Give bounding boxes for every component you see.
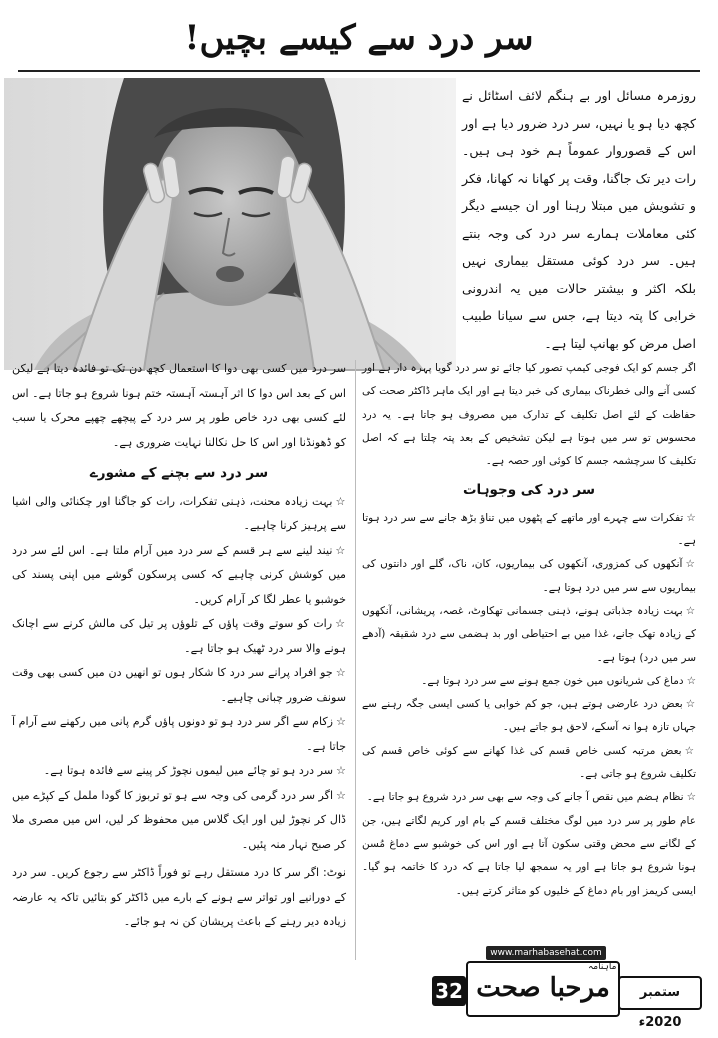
list-item bbox=[362, 740, 696, 787]
star-icon: ☆ bbox=[335, 543, 346, 557]
tip-text: بہت زیادہ محنت، ذہنی تفکرات، رات کو جاگنا اور چکنائی والی اشیا سے پرہیز کرنا چاہیے۔ bbox=[12, 494, 346, 532]
intro-paragraph-2: اگر جسم کو ایک فوجی کیمپ تصور کیا جائے تو سر درد گویا پہرہ دار ہے اور کسی آنے والی خطرناک بیماری کی خبر دیتا ہے اور ایک ماہر ڈاکٹر صحت کی حفاظت کے لئے اصل تکلیف کے تدارک میں مصروف ہو جاتا ہے۔ یہ درد محسوس تو سر میں ہوتا ہے لیکن تشخیص کے بعد پتہ چلتا ہے کہ اصل تکلیف کا سرچشمہ جسم کا کوئی اور حصہ ہے۔ bbox=[362, 362, 696, 468]
star-icon: ☆ bbox=[686, 511, 696, 524]
title-divider bbox=[18, 70, 700, 72]
column-divider bbox=[355, 360, 356, 960]
left-paragraph-1: سر درد میں کسی بھی دوا کا استعمال کچھ دن تک تو فائدہ دیتا ہے لیکن اس کے بعد اس دوا کا اثر آہستہ آہستہ ختم ہونا شروع ہو جاتا ہے۔ اس لئے کسی بھی درد خاص طور پر سر درد کے پیچھے چھپے محرک یا سبب کو ڈھونڈنا اور اس کا حل نکالنا نہایت ضروری ہے۔ bbox=[12, 362, 346, 449]
doctor-note: نوٹ: اگر سر کا درد مستقل رہے تو فوراً ڈاکٹر سے رجوع کریں۔ سر درد کے دورانیے اور تواتر سے ہونے کے بارے میں ڈاکٹر کو بتائیں تاکہ یہ عارضہ زیادہ دیر رہنے کے باعث پریشان کن نہ ہو جائے۔ bbox=[12, 866, 346, 928]
website-url: www.marhabasehat.com bbox=[486, 946, 606, 960]
cause-text: دماغ کی شریانوں میں خون جمع ہونے سے سر درد ہوتا ہے۔ bbox=[421, 674, 684, 687]
tip-text: زکام سے اگر سر درد ہو تو دونوں پاؤں گرم پانی میں رکھنے سے آرام آ جاتا ہے۔ bbox=[12, 715, 346, 753]
star-icon: ☆ bbox=[684, 744, 696, 757]
tip-text: جو افراد پرانے سر درد کا شکار ہوں تو انھیں دن میں کسی بھی وقت سونف ضرور چبانی چاہیے۔ bbox=[12, 666, 346, 704]
cause-text: نظام ہضم میں نقص آ جانے کی وجہ سے بھی سر درد شروع ہو جاتا ہے۔ bbox=[366, 791, 684, 804]
star-icon: ☆ bbox=[685, 558, 696, 571]
list-item bbox=[362, 507, 696, 554]
cause-text: بعض مرتبہ کسی خاص قسم کی غذا کھانے سے کوئی خاص قسم کی تکلیف شروع ہو جاتی ہے۔ bbox=[362, 744, 696, 781]
list-item bbox=[12, 612, 346, 661]
list-item bbox=[362, 553, 696, 600]
magazine-logo: مرحبا صحت bbox=[466, 961, 620, 1017]
list-item bbox=[362, 600, 696, 670]
logo-tagline: ماہنامہ bbox=[588, 962, 617, 972]
star-icon: ☆ bbox=[336, 788, 346, 802]
star-icon: ☆ bbox=[685, 698, 696, 711]
cause-text: بہت زیادہ جذباتی ہونے، ذہنی جسمانی تھکاوٹ، غصہ، پریشانی، آنکھوں کے زیادہ تھک جانے، غذا میں بے احتیاطی اور بد ہضمی سے درد شقیقہ (آدھے سر میں درد) ہوتا ہے۔ bbox=[362, 604, 696, 664]
star-icon: ☆ bbox=[335, 666, 346, 679]
tip-text: سر درد ہو تو چائے میں لیموں نچوڑ کر پینے سے فائدہ ہوتا ہے۔ bbox=[43, 764, 334, 777]
list-item bbox=[12, 661, 346, 710]
cause-text: تفکرات سے چہرے اور ماتھے کے پٹھوں میں تناؤ بڑھ جانے سے سر درد ہوتا ہے۔ bbox=[362, 511, 696, 548]
star-icon: ☆ bbox=[335, 617, 346, 630]
list-item bbox=[12, 539, 346, 613]
issue-date: ستمبر 2020ء bbox=[618, 976, 702, 1010]
causes-heading: سر درد کی وجوہات bbox=[462, 482, 596, 499]
list-item bbox=[12, 759, 346, 784]
list-item bbox=[12, 710, 346, 759]
star-icon: ☆ bbox=[336, 764, 346, 777]
tips-heading: سر درد سے بچنے کے مشورے bbox=[89, 465, 269, 481]
intro-paragraph-1: روزمرہ مسائل اور بے ہنگم لائف اسٹائل نے کچھ دیا ہو یا نہیں، سر درد ضرور دیا ہے اور اس کے قصوروار عموماً ہم خود ہی ہیں۔ رات دیر تک جاگنا، وقت پر کھانا نہ کھانا، فکر و تشویش میں مبتلا رہنا اور ان جیسے دیگر کئی معاملات ہمارے سر درد کی وجہ بنتے ہیں۔ سر درد کوئی مستقل بیماری نہیں بلکہ اکثر و بیشتر حالات میں یہ اندرونی خرابی کا پتہ دیتا ہے، جس سے سیانا طبیب اصل مرض کو بھانپ لیتا ہے۔ bbox=[462, 88, 696, 351]
cause-text: آنکھوں کی کمزوری، آنکھوں کی بیماریوں، کان، ناک، گلے اور دانتوں کی بیماریوں سے سر میں درد ہوتا ہے۔ bbox=[362, 558, 696, 594]
star-icon: ☆ bbox=[335, 494, 346, 508]
star-icon: ☆ bbox=[685, 604, 696, 617]
causes-closing: عام طور پر سر درد میں لوگ مختلف قسم کے بام اور کریم لگاتے ہیں، جن کے لگانے سے محض وقتی سکون آتا ہے اور اس کی خوشبو سے دماغ مُسن ہونا شروع ہو جاتا ہے اور یہ سمجھ لیا جاتا ہے کہ درد کا خاتمہ ہو گیا۔ ایسی کریمز اور بام دماغ کے خلیوں کو متاثر کرتے ہیں۔ bbox=[362, 814, 696, 897]
list-item bbox=[362, 670, 696, 693]
intro-column bbox=[462, 82, 696, 357]
list-item bbox=[362, 786, 696, 809]
star-icon: ☆ bbox=[686, 791, 696, 804]
star-icon: ☆ bbox=[686, 674, 696, 687]
list-item bbox=[12, 784, 346, 858]
list-item bbox=[362, 693, 696, 740]
tip-text: نیند لینے سے ہر قسم کے سر درد میں آرام ملتا ہے۔ اس لئے سر درد میں کوشش کرنی چاہیے کہ کسی پرسکون گوشے میں اپنی پسند کی خوشبو یا عطر لگا کر آرام کریں۔ bbox=[12, 543, 346, 606]
right-column bbox=[362, 357, 696, 903]
left-column bbox=[12, 357, 346, 935]
cause-text: بعض درد عارضی ہوتے ہیں، جو کم خوابی یا کسی ایسی جگہ رہنے سے جہاں تازہ ہوا نہ آسکے، لاحق ہو جاتے ہیں۔ bbox=[362, 698, 696, 734]
page-number: 32 bbox=[432, 976, 466, 1006]
star-icon: ☆ bbox=[336, 715, 346, 728]
woman-headache-photo bbox=[4, 78, 456, 370]
tip-text: رات کو سوتے وقت پاؤں کے تلوؤں پر تیل کی مالش کرنے سے اچانک ہونے والا سر درد ٹھیک ہو جاتا ہے۔ bbox=[12, 617, 346, 655]
list-item bbox=[12, 490, 346, 539]
tip-text: اگر سر درد گرمی کی وجہ سے ہو تو تربوز کا گودا ململ کے کپڑے میں ڈال کر نچوڑ لیں اور ایک گلاس میں محفوظ کر لیں، اس میں مصری ملا کر صبح نہار منہ پئیں۔ bbox=[12, 788, 346, 851]
article-title: سر درد سے کیسے بچیں! bbox=[184, 18, 534, 58]
